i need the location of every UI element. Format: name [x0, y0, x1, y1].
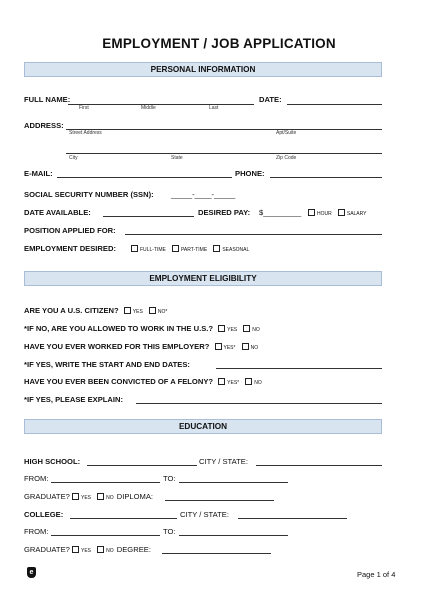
- college-from-label: FROM:: [24, 527, 49, 536]
- full-name-label: FULL NAME:: [24, 95, 71, 104]
- college-graduate-no-label: NO: [106, 548, 114, 554]
- part-time-option-label: PART-TIME: [180, 247, 208, 253]
- ssn-field[interactable]: _____-____-_____: [171, 190, 236, 199]
- date-field[interactable]: [287, 104, 382, 105]
- page-number: Page 1 of 4: [357, 570, 396, 579]
- worked-no-label: NO: [250, 345, 259, 351]
- hs-from-field[interactable]: [51, 482, 160, 483]
- citizen-no-checkbox[interactable]: [149, 307, 156, 314]
- position-field[interactable]: [125, 234, 382, 235]
- hs-graduate-label: GRADUATE?: [24, 492, 70, 501]
- logo-icon: e: [27, 567, 36, 578]
- hs-to-label: TO:: [163, 474, 176, 483]
- email-label: E-MAIL:: [24, 169, 53, 178]
- full-time-checkbox[interactable]: [131, 245, 138, 252]
- felony-no-checkbox[interactable]: [245, 378, 252, 385]
- email-field[interactable]: [57, 177, 232, 178]
- ssn-label: SOCIAL SECURITY NUMBER (SSN):: [24, 190, 154, 199]
- street-address-field[interactable]: [66, 129, 382, 130]
- hs-graduate-yes-checkbox[interactable]: [72, 493, 79, 500]
- zip-caption: Zip Code: [276, 155, 297, 161]
- hs-graduate-no-label: NO: [106, 495, 114, 501]
- employment-desired-label: EMPLOYMENT DESIRED:: [24, 244, 116, 253]
- felony-question: [24, 377, 266, 386]
- phone-field[interactable]: [270, 177, 382, 178]
- explain-label: *IF YES, PLEASE EXPLAIN:: [24, 395, 124, 404]
- pay-type-options: [308, 208, 371, 217]
- college-city-state-label: CITY / STATE:: [180, 510, 229, 519]
- page-title: EMPLOYMENT / JOB APPLICATION: [102, 36, 336, 51]
- part-time-checkbox[interactable]: [172, 245, 179, 252]
- section-header-personal: PERSONAL INFORMATION: [24, 62, 382, 77]
- felony-yes-label: YES*: [227, 380, 240, 386]
- hour-checkbox[interactable]: [308, 209, 315, 216]
- date-available-label: DATE AVAILABLE:: [24, 208, 91, 217]
- section-header-education: EDUCATION: [24, 419, 382, 434]
- citizen-question-label: ARE YOU A U.S. CITIZEN?: [24, 306, 119, 315]
- degree-label: DEGREE:: [116, 545, 151, 554]
- college-graduate-no-checkbox[interactable]: [97, 546, 104, 553]
- hour-option-label: HOUR: [317, 211, 332, 217]
- worked-yes-checkbox[interactable]: [215, 343, 222, 350]
- worked-question: [24, 342, 262, 351]
- citizen-yes-label: YES: [132, 309, 143, 315]
- worked-no-checkbox[interactable]: [242, 343, 249, 350]
- allowed-yes-checkbox[interactable]: [218, 325, 225, 332]
- seasonal-option-label: SEASONAL: [222, 247, 250, 253]
- seasonal-checkbox[interactable]: [213, 245, 220, 252]
- apt-suite-caption: Apt/Suite: [276, 130, 297, 136]
- worked-question-label: HAVE YOU EVER WORKED FOR THIS EMPLOYER?: [24, 342, 210, 351]
- degree-field[interactable]: [162, 553, 271, 554]
- section-header-eligibility: EMPLOYMENT ELIGIBILITY: [24, 271, 382, 286]
- full-time-option-label: FULL-TIME: [140, 247, 166, 253]
- college-to-field[interactable]: [179, 535, 288, 536]
- felony-question-label: HAVE YOU EVER BEEN CONVICTED OF A FELONY?: [24, 377, 214, 386]
- college-graduate-yes-checkbox[interactable]: [72, 546, 79, 553]
- hs-to-field[interactable]: [179, 482, 288, 483]
- allowed-no-checkbox[interactable]: [243, 325, 250, 332]
- salary-checkbox[interactable]: [338, 209, 345, 216]
- state-caption: State: [171, 155, 183, 161]
- street-address-caption: Street Address: [69, 130, 102, 136]
- felony-no-label: NO: [254, 380, 262, 386]
- citizen-no-label: NO*: [157, 309, 168, 315]
- desired-pay-label: DESIRED PAY:: [198, 208, 251, 217]
- address-label: ADDRESS:: [24, 121, 64, 130]
- high-school-label: HIGH SCHOOL:: [24, 457, 81, 466]
- diploma-field[interactable]: [165, 500, 274, 501]
- hs-graduate-no-checkbox[interactable]: [97, 493, 104, 500]
- city-caption: City: [69, 155, 78, 161]
- desired-pay-field[interactable]: $_________: [259, 208, 302, 217]
- dates-field[interactable]: [216, 368, 382, 369]
- middle-name-caption: Middle: [141, 105, 156, 111]
- explain-field[interactable]: [136, 403, 382, 404]
- dates-label: *IF YES, WRITE THE START AND END DATES:: [24, 360, 190, 369]
- college-graduate-label: GRADUATE?: [24, 545, 70, 554]
- phone-label: PHONE:: [235, 169, 265, 178]
- college-to-label: TO:: [163, 527, 176, 536]
- allowed-question: [24, 324, 264, 333]
- college-graduate-yes-label: YES: [80, 548, 91, 554]
- hs-graduate-row: [24, 492, 153, 501]
- employment-desired-options: [131, 244, 253, 253]
- college-from-field[interactable]: [51, 535, 160, 536]
- allowed-no-label: NO: [252, 327, 260, 333]
- allowed-question-label: *IF NO, ARE YOU ALLOWED TO WORK IN THE U.S.?: [24, 324, 214, 333]
- full-name-field[interactable]: [68, 104, 254, 105]
- citizen-question: [24, 306, 171, 315]
- high-school-field[interactable]: [87, 465, 197, 466]
- first-name-caption: First: [79, 105, 89, 111]
- diploma-label: DIPLOMA:: [116, 492, 154, 501]
- college-field[interactable]: [70, 518, 177, 519]
- citizen-yes-checkbox[interactable]: [124, 307, 131, 314]
- allowed-yes-label: YES: [227, 327, 238, 333]
- college-city-state-field[interactable]: [238, 518, 347, 519]
- date-available-field[interactable]: [103, 216, 194, 217]
- hs-graduate-yes-label: YES: [80, 495, 91, 501]
- worked-yes-label: YES*: [223, 345, 236, 351]
- position-label: POSITION APPLIED FOR:: [24, 226, 116, 235]
- college-graduate-row: [24, 545, 151, 554]
- salary-option-label: SALARY: [346, 211, 367, 217]
- hs-from-label: FROM:: [24, 474, 49, 483]
- college-label: COLLEGE:: [24, 510, 64, 519]
- felony-yes-checkbox[interactable]: [218, 378, 225, 385]
- city-state-zip-field[interactable]: [66, 153, 382, 154]
- last-name-caption: Last: [209, 105, 219, 111]
- date-label: DATE:: [259, 95, 282, 104]
- hs-city-state-label: CITY / STATE:: [199, 457, 248, 466]
- hs-city-state-field[interactable]: [256, 465, 382, 466]
